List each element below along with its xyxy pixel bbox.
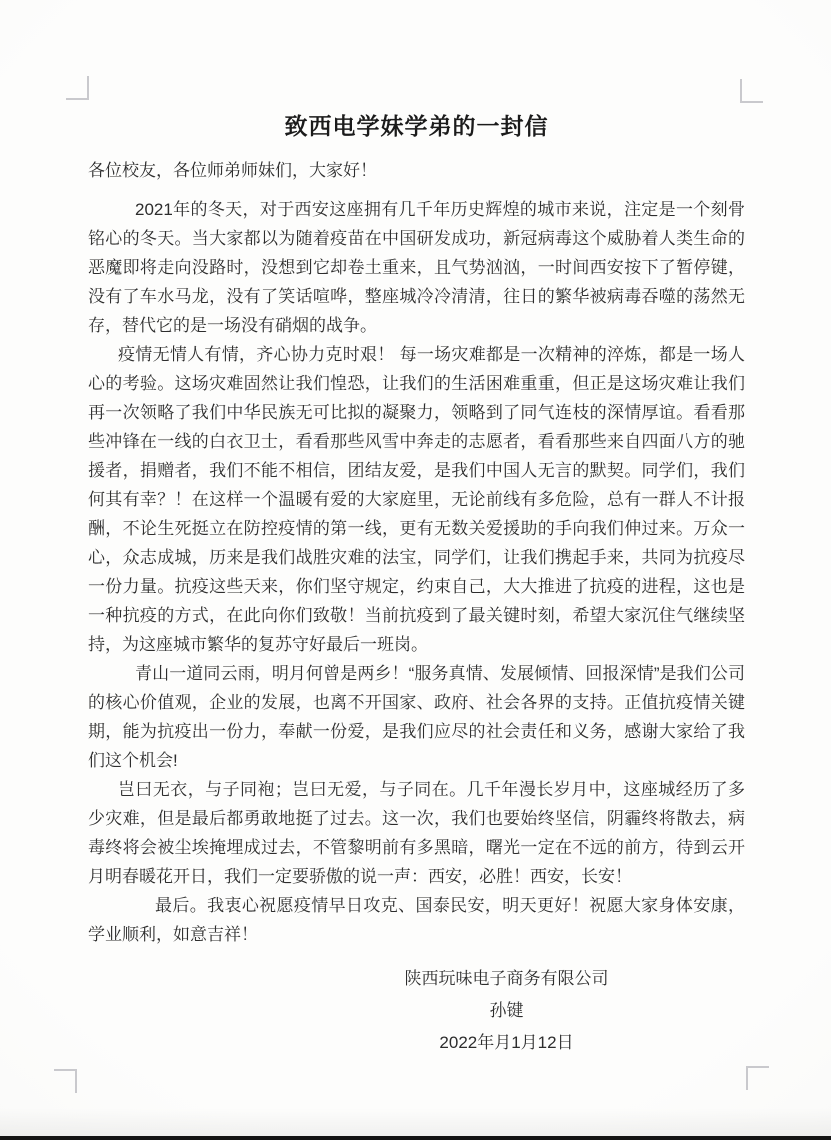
letter-body <box>88 0 745 1059</box>
letter-paragraph: 最后。我衷心祝愿疫情早日攻克、国泰民安，明天更好！祝愿大家身体安康，学业顺利，如意吉祥！ <box>88 896 745 944</box>
letter-greeting: 各位校友，各位师弟师妹们，大家好！ <box>88 161 377 180</box>
signature-name: 孙键 <box>489 1001 524 1020</box>
crop-mark-top-left <box>66 76 89 100</box>
letter-title: 致西电学妹学弟的一封信 <box>284 113 549 139</box>
crop-mark-bottom-right <box>746 1066 769 1090</box>
letter-paragraph: 岂曰无衣，与子同袍；岂曰无爱，与子同在。几千年漫长岁月中，这座城经历了多少灾难，但是最后都勇敢地挺了过去。这一次，我们也要始终坚信，阴霾终将散去，病毒终将会被尘埃掩埋成过去，不管黎明前有多黑暗，曙光一定在不远的前方，待到云开月明春暖花开日，我们一定要骄傲的说一声：西安，必胜！西安，长安！ <box>88 780 745 886</box>
photo-bottom-edge <box>0 1136 831 1140</box>
photo-bottom-shadow <box>0 1108 831 1136</box>
signature-company: 陕西玩味电子商务有限公司 <box>404 969 609 988</box>
letter-paragraph: 疫情无情人有情，齐心协力克时艰！ 每一场灾难都是一次精神的淬炼，都是一场人心的考验。这场灾难固然让我们惶恐，让我们的生活困难重重，但正是这场灾难让我们再一次领略了我们中华民族无可比拟的凝聚力，领略到了同气连枝的深情厚谊。看看那些冲锋在一线的白衣卫士，看看那些风雪中奔走的志愿者，看看那些来自四面八方的驰援者，捐赠者，我们不能不相信，团结友爱，是我们中国人无言的默契。同学们，我们何其有幸？！在这样一个温暖有爱的大家庭里，无论前线有多危险，总有一群人不计报酬，不论生死挺立在防控疫情的第一线，更有无数关爱援助的手向我们伸过来。万众一心，众志成城，历来是我们战胜灾难的法宝，同学们，让我们携起手来，共同为抗疫尽一份力量。抗疫这些天来，你们坚守规定，约束自己，大大推进了抗疫的进程，这也是一种抗疫的方式，在此向你们致敬！当前抗疫到了最关键时刻，希望大家沉住气继续坚持，为这座城市繁华的复苏守好最后一班岗。 <box>88 345 745 654</box>
letter-paragraph: 2021年的冬天，对于西安这座拥有几千年历史辉煌的城市来说，注定是一个刻骨铭心的冬天。当大家都以为随着疫苗在中国研发成功，新冠病毒这个威胁着人类生命的恶魔即将走向没路时，没想到它却卷土重来，且气势汹汹，一时间西安按下了暂停键，没有了车水马龙，没有了笑话喧哗，整座城冷冷清清，往日的繁华被病毒吞噬的荡然无存，替代它的是一场没有硝烟的战争。 <box>88 200 745 335</box>
signature-block <box>268 963 745 1059</box>
crop-mark-bottom-left <box>54 1069 77 1093</box>
letter-paragraph: 青山一道同云雨，明月何曾是两乡！“服务真情、发展倾情、回报深情”是我们公司的核心价值观，企业的发展，也离不开国家、政府、社会各界的支持。正值抗疫情关键期，能为抗疫出一份力，奉献一份爱，是我们应尽的社会责任和义务，感谢大家给了我们这个机会! <box>88 664 745 770</box>
signature-date: 2022年月1月12日 <box>439 1033 574 1052</box>
